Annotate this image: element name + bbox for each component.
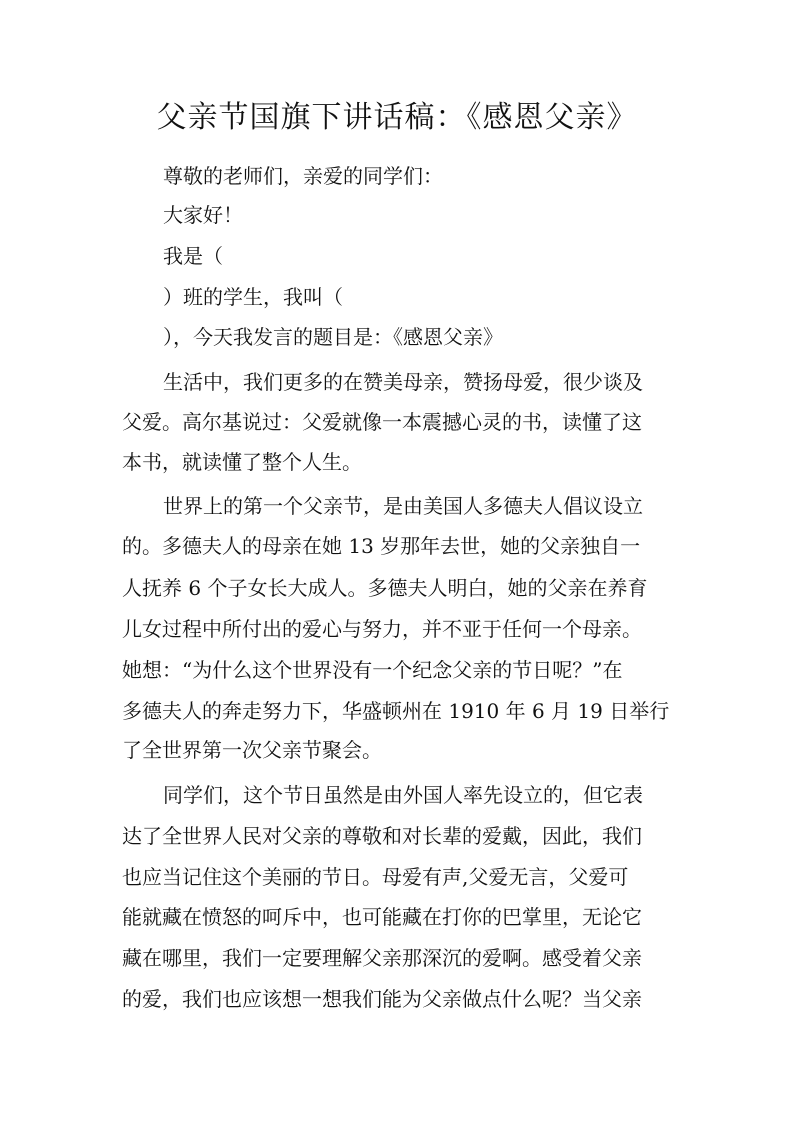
document-title: 父亲节国旗下讲话稿：《感恩父亲》 (156, 100, 638, 135)
intro-line-2: ）班的学生，我叫（ (163, 285, 343, 309)
paragraph-line: 同学们，这个节日虽然是由外国人率先设立的，但它表 (163, 783, 643, 807)
intro-line-1: 我是（ (163, 244, 223, 268)
paragraph-line: 能就藏在愤怒的呵斥中，也可能藏在打你的巴掌里，无论它 (122, 905, 642, 929)
paragraph-line: 父爱。高尔基说过：父爱就像一本震撼心灵的书，读懂了这 (122, 410, 642, 434)
paragraph-line: 也应当记住这个美丽的节日。母爱有声,父爱无言，父爱可 (122, 865, 629, 889)
paragraph-line: 了全世界第一次父亲节聚会。 (122, 738, 382, 762)
paragraph-line: 人抚养 6 个子女长大成人。多德夫人明白，她的父亲在养育 (122, 576, 648, 600)
intro-line-3: ），今天我发言的题目是：《感恩父亲》 (163, 325, 503, 349)
paragraph-line: 世界上的第一个父亲节，是由美国人多德夫人倡议设立 (163, 494, 643, 518)
paragraph-line: 的。多德夫人的母亲在她 13 岁那年去世，她的父亲独自一 (122, 534, 641, 558)
paragraph-line: 她想：“为什么这个世界没有一个纪念父亲的节日呢？”在 (122, 658, 623, 682)
paragraph-line: 的爱，我们也应该想一想我们能为父亲做点什么呢？当父亲 (122, 987, 642, 1011)
paragraph-line: 达了全世界人民对父亲的尊敬和对长辈的爱戴，因此，我们 (122, 824, 642, 848)
paragraph-line: 儿女过程中所付出的爱心与努力，并不亚于任何一个母亲。 (122, 617, 642, 641)
greeting-line: 大家好！ (163, 203, 243, 227)
paragraph-line: 多德夫人的奔走努力下，华盛顿州在 1910 年 6 月 19 日举行 (122, 699, 670, 723)
paragraph-line: 藏在哪里，我们一定要理解父亲那深沉的爱啊。感受着父亲 (122, 946, 642, 970)
paragraph-line: 生活中，我们更多的在赞美母亲，赞扬母爱，很少谈及 (163, 370, 643, 394)
paragraph-line: 本书，就读懂了整个人生。 (122, 450, 362, 474)
salutation-line: 尊敬的老师们，亲爱的同学们： (163, 164, 443, 188)
